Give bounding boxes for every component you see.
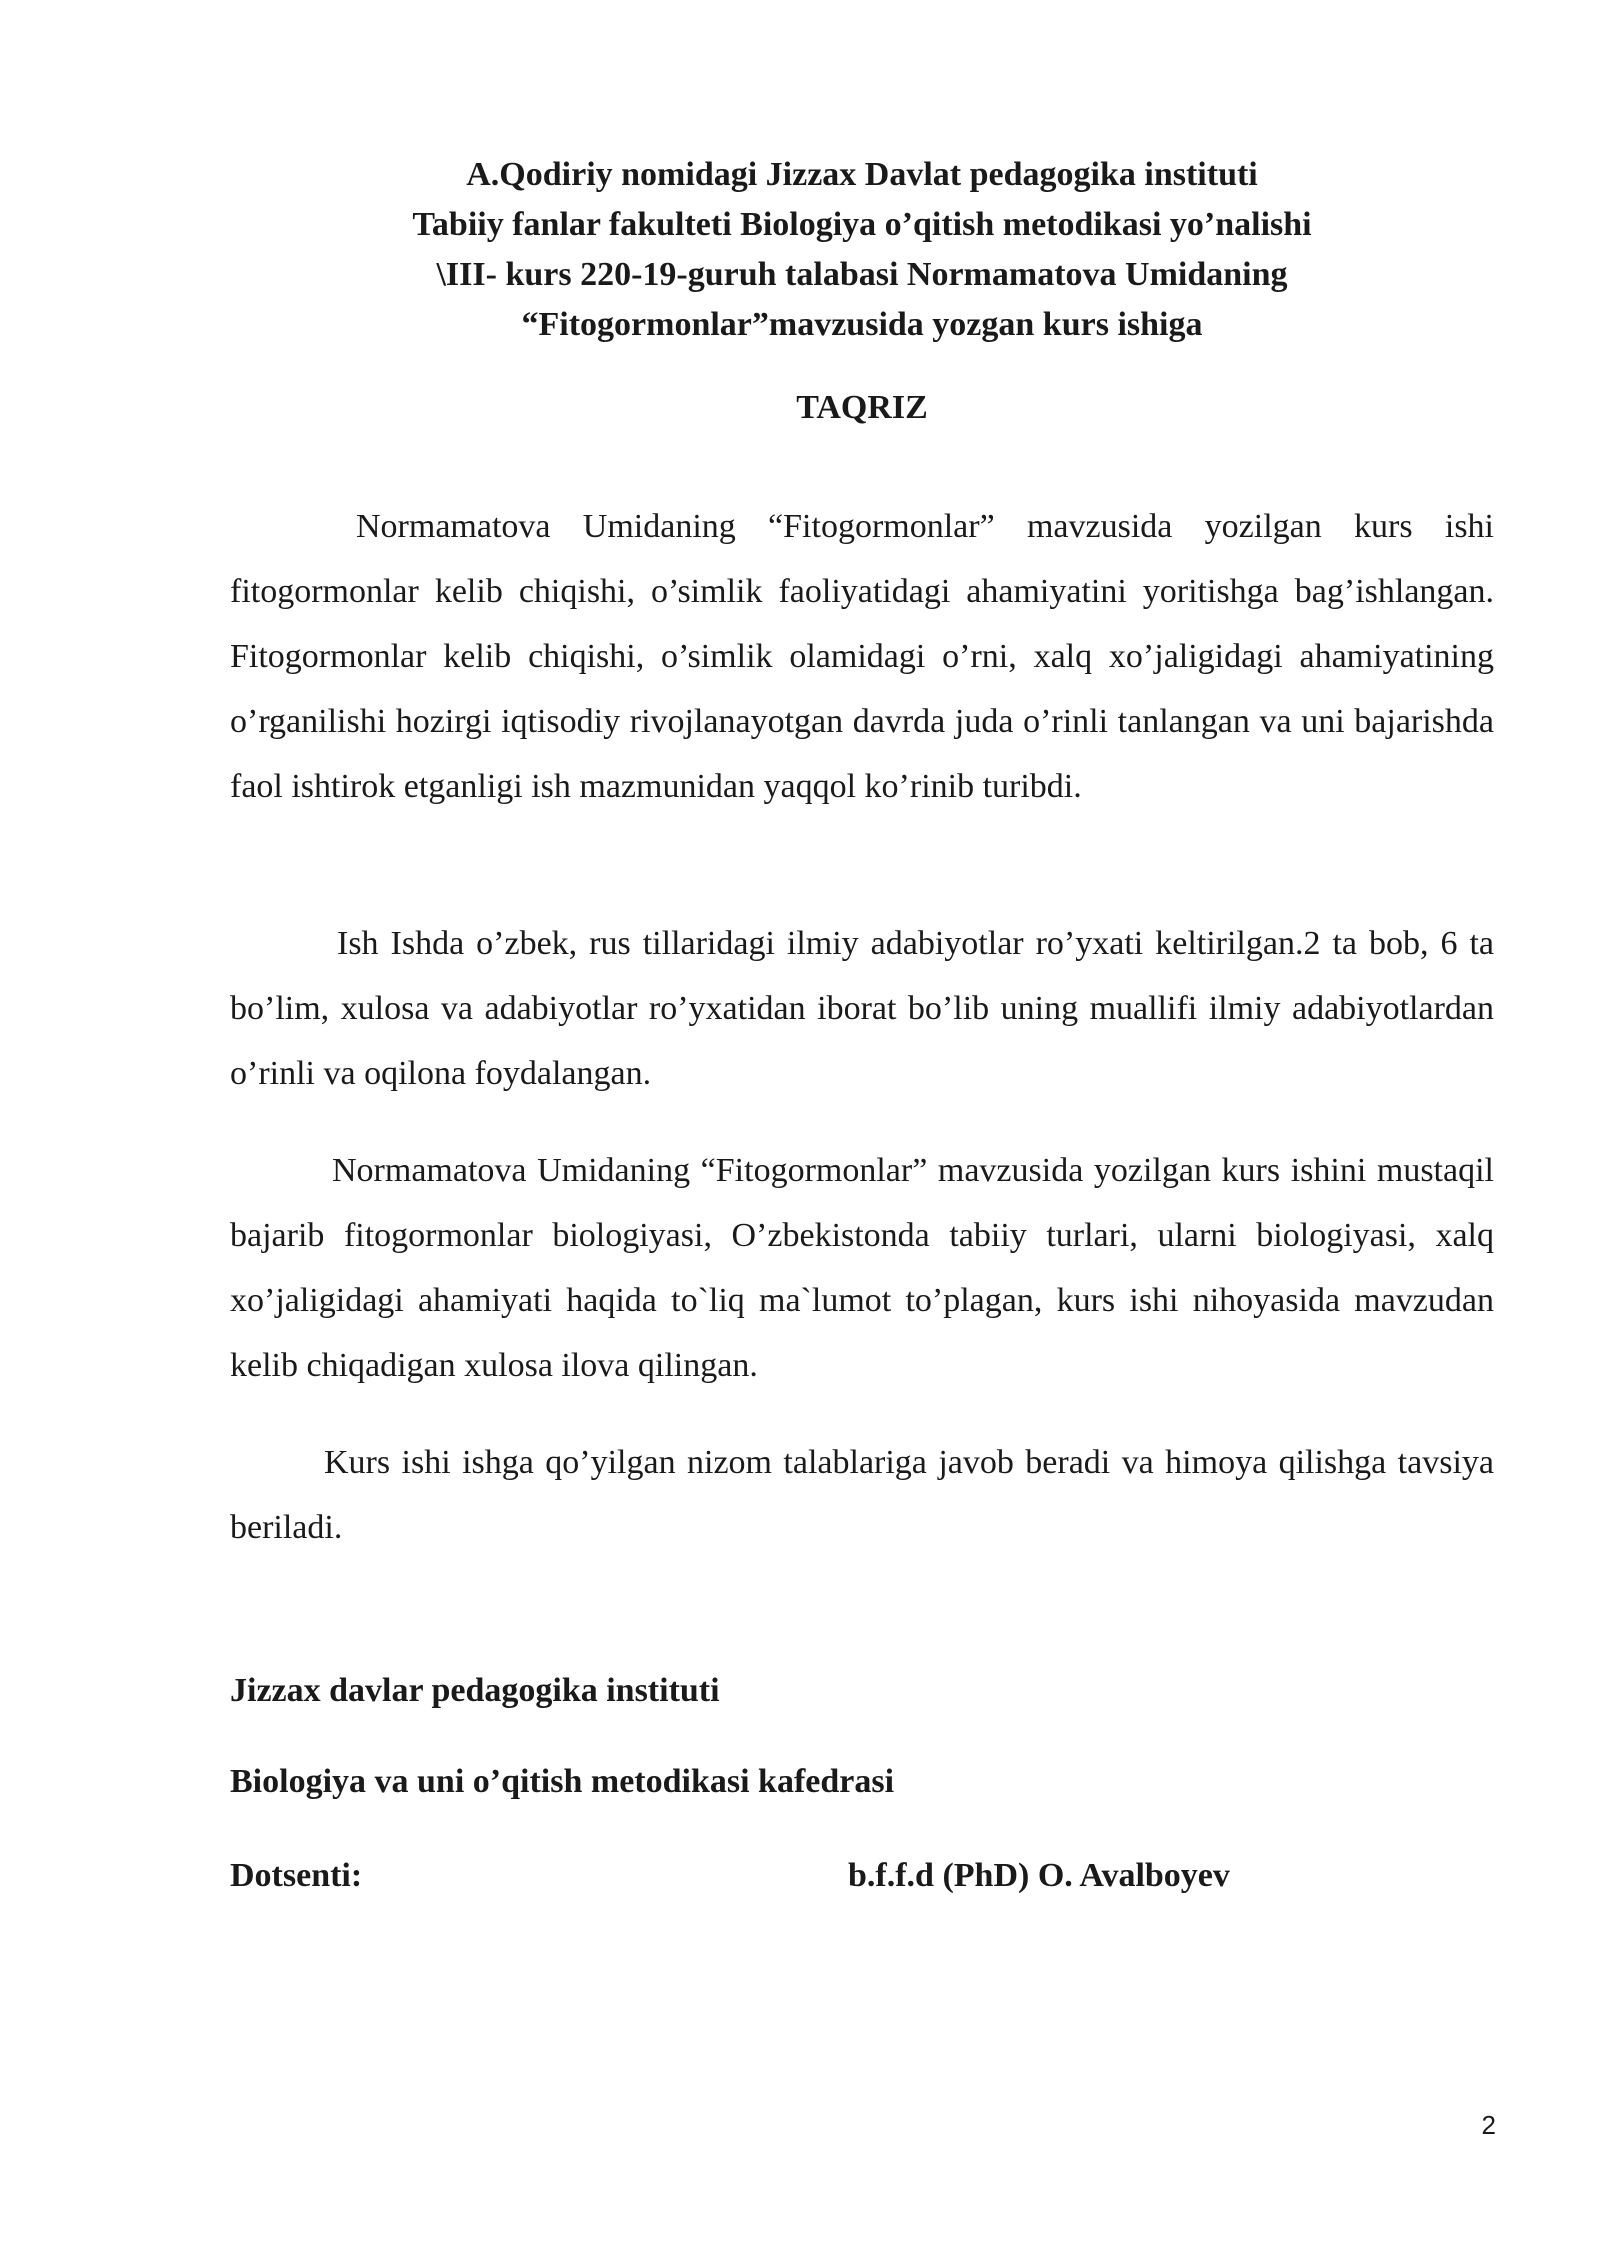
signature-position: Dotsenti: <box>230 1857 363 1894</box>
document-title: TAQRIZ <box>796 389 928 426</box>
review-paragraph-4: Kurs ishi ishga qo’yilgan nizom talablariga javob beradi va himoya qilishga tavsiya beriladi. <box>230 1444 1494 1546</box>
signature-department: Biologiya va uni o’qitish metodikasi kafedrasi <box>230 1763 895 1800</box>
header-line-faculty: Tabiiy fanlar fakulteti Biologiya o’qitish metodikasi yo’nalishi <box>412 206 1312 243</box>
review-paragraph-1: Normamatova Umidaning “Fitogormonlar” mavzusida yozilgan kurs ishi fitogormonlar kelib chiqishi, o’simlik faoliyatidagi ahamiyatini yoritishga bag’ishlangan. Fitogormonlar kelib chiqishi, o’simlik olamidagi o’rni, xalq xo’jaligidagi ahamiyatining o’rganilishi hozirgi iqtisodiy rivojlanayotgan davrda juda o’rinli tanlangan va uni bajarishda faol ishtirok etganligi ish mazmunidan yaqqol ko’rinib turibdi. <box>230 508 1494 805</box>
document-header <box>230 150 1494 350</box>
review-paragraph-3: Normamatova Umidaning “Fitogormonlar” mavzusida yozilgan kurs ishini mustaqil bajarib fitogormonlar biologiyasi, O’zbekistonda tabiiy turlari, ularni biologiyasi, xalq xo’jaligidagi ahamiyati haqida to`liq ma`lumot to’plagan, kurs ishi nihoyasida mavzudan kelib chiqadigan xulosa ilova qilingan. <box>230 1152 1494 1384</box>
signature-name: b.f.f.d (PhD) O. Avalboyev <box>848 1857 1230 1894</box>
header-line-topic: “Fitogormonlar”mavzusida yozgan kurs ishiga <box>521 306 1203 343</box>
header-line-institute: A.Qodiriy nomidagi Jizzax Davlat pedagogika instituti <box>466 156 1258 193</box>
review-paragraph-2: Ish Ishda o’zbek, rus tillaridagi ilmiy adabiyotlar ro’yxati keltirilgan.2 ta bob, 6 ta bo’lim, xulosa va adabiyotlar ro’yxatidan iborat bo’lib uning muallifi ilmiy adabiyotlardan o’rinli va oqilona foydalangan. <box>230 925 1494 1092</box>
signature-institution: Jizzax davlar pedagogika instituti <box>230 1672 720 1709</box>
page-number: 2 <box>1481 2110 1496 2140</box>
header-line-student: \III- kurs 220-19-guruh talabasi Normamatova Umidaning <box>436 256 1288 293</box>
